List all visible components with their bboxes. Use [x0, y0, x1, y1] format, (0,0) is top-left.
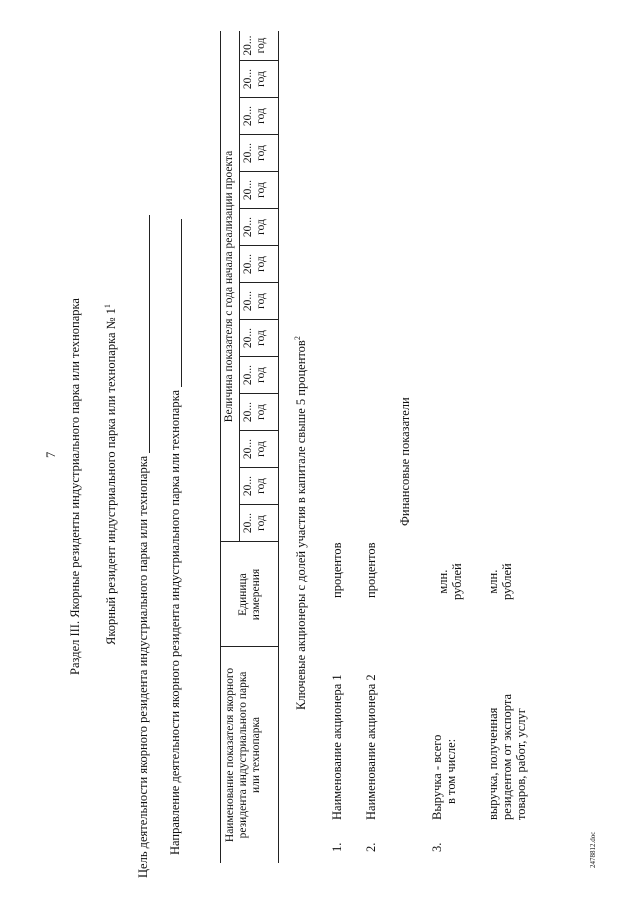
shareholders-heading: [294, 336, 308, 710]
year-cell-top: 20...: [242, 105, 254, 127]
year-cell-bottom: год: [255, 478, 267, 494]
row-unit-2: процентов: [364, 542, 378, 598]
unit-header-line1: Единица: [237, 573, 249, 616]
row3-unit-line2: рублей: [450, 563, 464, 600]
row3-unit-line1: млн.: [436, 569, 450, 594]
row-name-2: Наименование акционера 2: [364, 674, 378, 820]
year-cell: [242, 31, 268, 60]
row-name-1: Наименование акционера 1: [330, 674, 344, 820]
year-cell-top: 20...: [242, 438, 254, 460]
indicator-name-header: [224, 647, 263, 863]
year-cell-bottom: год: [255, 441, 267, 457]
row3-sub-line2: резидентом от экспорта: [500, 693, 514, 820]
purpose-label: Цель деятельности якорного резидента индустриального парка или технопарка: [136, 455, 150, 878]
year-cell-top: 20...: [242, 290, 254, 312]
year-cell-top: 20...: [242, 475, 254, 497]
year-cell-top: 20...: [242, 401, 254, 423]
year-cell: [242, 283, 268, 319]
year-cell: [242, 320, 268, 356]
year-cell-top: 20...: [242, 253, 254, 275]
row-number-2: 2.: [364, 842, 378, 852]
indicator-name-line1: Наименование показателя якорного: [224, 667, 236, 843]
year-cell-bottom: год: [255, 182, 267, 198]
row3-label-line2: в том числе:: [444, 738, 458, 804]
year-cell-bottom: год: [255, 145, 267, 161]
row3-sub-label: [486, 694, 528, 820]
year-cell-bottom: год: [255, 515, 267, 531]
year-cell: [242, 98, 268, 134]
year-cell-top: 20...: [242, 142, 254, 164]
financial-heading: Финансовые показатели: [398, 397, 412, 526]
year-cell-bottom: год: [255, 256, 267, 272]
resident-title-text: Якорный резидент индустриального парка или технопарка № 1: [104, 308, 118, 645]
year-cell: [242, 172, 268, 208]
indicator-name-line3: или технопарка: [250, 716, 262, 794]
year-cell-top: 20...: [242, 327, 254, 349]
footnote-mark-1: 1: [102, 304, 112, 309]
values-header: Величина показателя с года начала реализации проекта: [223, 150, 235, 423]
row-unit-1: процентов: [330, 542, 344, 598]
row3-label-line1: Выручка - всего: [430, 734, 444, 820]
indicator-name-line2: резидента индустриального парка: [237, 671, 249, 839]
row3-label: [430, 735, 458, 820]
purpose-input-line[interactable]: [149, 215, 150, 453]
direction-label: Направление деятельности якорного резидента индустриального парка или технопарка: [168, 390, 182, 855]
year-cell: [242, 135, 268, 171]
year-cell-top: 20...: [242, 364, 254, 386]
year-cell-top: 20...: [242, 68, 254, 90]
resident-title: [104, 304, 118, 645]
year-cell: [242, 505, 268, 541]
direction-line: [168, 219, 182, 855]
year-cell-bottom: год: [255, 37, 267, 54]
page-number: 7: [44, 451, 58, 458]
year-cell-bottom: год: [255, 219, 267, 235]
purpose-line: [136, 215, 150, 878]
direction-input-line[interactable]: [181, 219, 182, 387]
year-cell-bottom: год: [255, 293, 267, 309]
year-cell: [242, 357, 268, 393]
footer-file-id: 2478812.doc: [589, 831, 597, 868]
year-cell-bottom: год: [255, 108, 267, 124]
row3-sub-line3: товаров, работ, услуг: [514, 708, 528, 820]
year-cell-top: 20...: [242, 216, 254, 238]
year-cell: [242, 394, 268, 430]
row3-sub-line1: выручка, полученная: [486, 707, 500, 820]
table-header: [220, 31, 279, 863]
year-cell: [242, 246, 268, 282]
year-cell: [242, 61, 268, 97]
year-cell-bottom: год: [255, 330, 267, 346]
shareholders-heading-text: Ключевые акционеры с долей участия в капитале свыше 5 процентов: [294, 340, 308, 710]
row-number-1: 1.: [330, 842, 344, 852]
row-number-3: 3.: [430, 842, 444, 852]
year-cell-top: 20...: [242, 512, 254, 534]
unit-header: [237, 542, 263, 647]
year-cell-top: 20...: [242, 179, 254, 201]
footnote-mark-2: 2: [292, 336, 302, 341]
year-cell-bottom: год: [255, 404, 267, 420]
row3-unit: [436, 563, 464, 600]
year-cell-bottom: год: [255, 367, 267, 383]
year-cell-top: 20...: [242, 35, 254, 56]
year-cell: [242, 431, 268, 467]
row3-sub-unit-line2: рублей: [500, 563, 514, 600]
row3-sub-unit-line1: млн.: [486, 569, 500, 594]
year-cell-bottom: год: [255, 71, 267, 87]
year-cell: [242, 468, 268, 504]
unit-header-line2: измерения: [250, 568, 262, 621]
year-cell: [242, 209, 268, 245]
section-title: Раздел III. Якорные резиденты индустриального парка или технопарка: [68, 298, 82, 675]
row3-sub-unit: [486, 563, 514, 600]
